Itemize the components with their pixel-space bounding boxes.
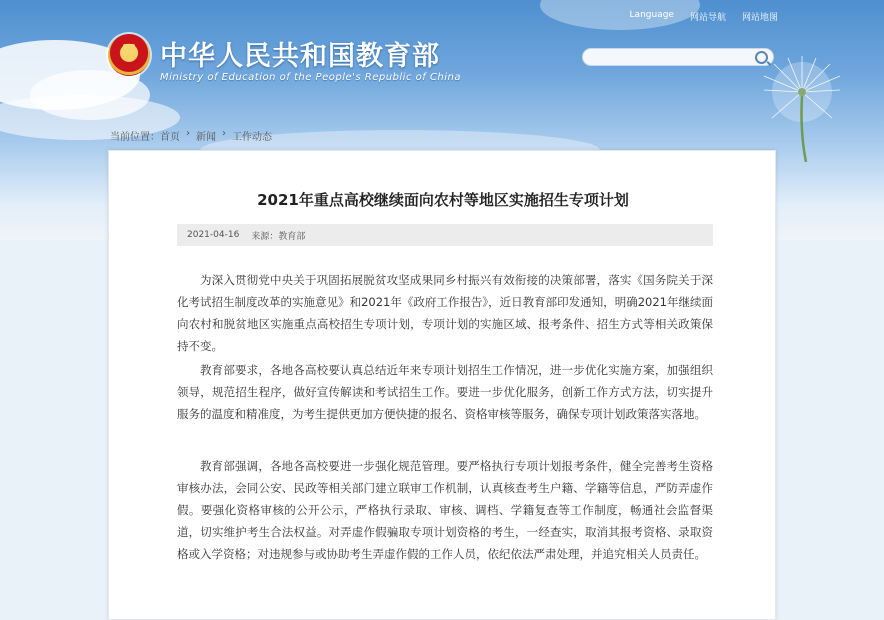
article-paragraph: 为深入贯彻党中央关于巩固拓展脱贫攻坚成果同乡村振兴有效衔接的决策部署，落实《国务院关于深化考试招生制度改革的实施意见》和2021年《政府工作报告》，近日教育部印发通知，明确2021年继续面向农村和脱贫地区实施重点高校招生专项计划，专项计划的实施区域、报考条件、招生方式等相关政策保持不变。: [177, 273, 713, 353]
article-paragraph: 教育部强调，各地各高校要进一步强化规范管理。要严格执行专项计划报考条件，健全完善考生资格审核办法，会同公安、民政等相关部门建立联审工作机制，认真核查考生户籍、学籍等信息，严防弄虚作假。要强化资格审核的公开公示，严格执行录取、审核、调档、学籍复查等工作制度，畅通社会监督渠道，切实维护考生合法权益。对弄虚作假骗取专项计划资格的考生，一经查实，取消其报考资格、录取资格或入学资格；对违规参与或协助考生弄虚作假的工作人员，依纪依法严肃处理，并追究相关人员责任。: [177, 459, 713, 561]
breadcrumb-news-link[interactable]: 新闻: [196, 132, 216, 143]
nav-sitemap-link[interactable]: 网站地图: [741, 13, 778, 23]
breadcrumb-separator: ›: [222, 128, 226, 139]
dandelion-decoration: [752, 52, 852, 162]
article-meta: [177, 224, 713, 246]
breadcrumb-home-link[interactable]: 当前位置：首页: [110, 132, 180, 143]
nav-site-navigation-link[interactable]: 网站导航: [689, 13, 726, 23]
breadcrumb-work-news-link[interactable]: 工作动态: [232, 132, 272, 143]
site-subtitle: Ministry of Education of the People's Republic of China: [160, 72, 462, 83]
article-panel: [108, 150, 776, 620]
national-emblem-icon: [108, 34, 150, 76]
article-date: 2021-04-16: [187, 230, 240, 240]
nav-language-link[interactable]: Language: [629, 10, 674, 20]
article-paragraph: 教育部要求，各地各高校要认真总结近年来专项计划招生工作情况，进一步优化实施方案，加强组织领导，规范招生程序，做好宣传解读和考试招生工作。要进一步优化服务，创新工作方式方法，切实提升服务的温度和精准度，为考生提供更加方便快捷的报名、资格审核等服务，确保专项计划政策落实落地。: [177, 363, 713, 421]
search-input[interactable]: [593, 53, 757, 71]
top-nav: [630, 10, 778, 23]
search-box: [582, 48, 774, 66]
article-title: 2021年重点高校继续面向农村等地区实施招生专项计划: [257, 191, 629, 209]
breadcrumb-separator: ›: [186, 128, 190, 139]
breadcrumb: [110, 128, 272, 143]
site-title[interactable]: 中华人民共和国教育部: [160, 41, 440, 72]
article-source: 来源：教育部: [251, 231, 306, 242]
